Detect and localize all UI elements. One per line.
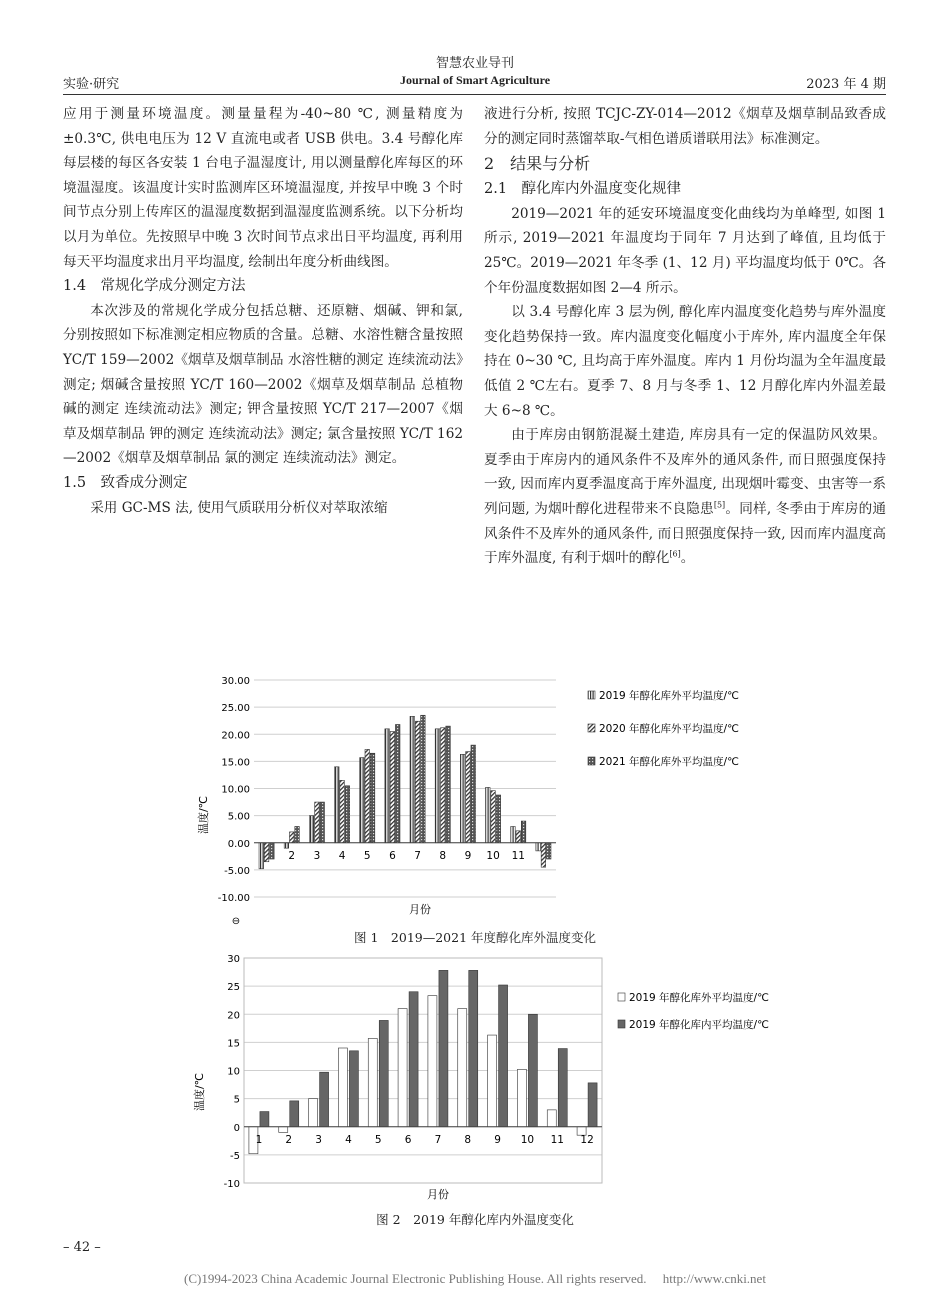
bar-2-7 [415, 721, 420, 843]
bar-3-1 [270, 843, 275, 859]
x-tick-label: 5 [363, 849, 371, 862]
bar-3-8 [446, 726, 451, 843]
paragraph-text: 由于库房由钢筋混凝土建造, 库房具有一定的保温防风效果。夏季由于库房内的通风条件不及库外的通风条件, 而日照强度保持一致, 因而库内夏季温度高于库外温度, 出现烟叶霉变、虫害等一系列问题, 为烟叶醇化进程带来不良隐患 [484, 427, 886, 517]
legend-entry: 2019 年醇化库外平均温度/℃ [599, 690, 739, 702]
y-tick-label: -5 [230, 1150, 240, 1162]
bar-2-5 [365, 749, 370, 842]
bar-2-5 [379, 1020, 388, 1126]
figure-2-bar-chart [190, 947, 790, 1205]
paragraph: 2019—2021 年的延安环境温度变化曲线均为单峰型, 如图 1 所示, 2019—2021 年温度均于同年 7 月达到了峰值, 且均低于 25℃。2019—2021 年冬季 (1、12 月) 平均温度均低于 0℃。各个年份温度数据如图 2—4 所示。 [484, 205, 886, 296]
bar-1-4 [338, 1048, 347, 1127]
y-tick-label: -5.00 [224, 865, 250, 877]
paragraph-text: 。同样, 冬季由于库房的通风条件不及库外的通风条件, 而日照强度保持一致, 因而库内温度高于库外温度, 有利于烟叶的醇化 [484, 500, 886, 567]
journal-title-en: Journal of Smart Agriculture [399, 73, 551, 87]
bar-1-10 [486, 787, 491, 842]
x-tick-label: 8 [439, 849, 447, 862]
x-tick-label: 6 [389, 849, 396, 862]
bar-2-2 [290, 1101, 299, 1127]
bar-1-11 [511, 826, 516, 842]
x-tick-label: 3 [315, 1133, 322, 1146]
bar-1-7 [428, 996, 437, 1127]
legend-swatch [618, 993, 625, 1001]
bar-1-7 [410, 716, 415, 842]
header-rule [63, 94, 886, 95]
y-tick-label: 20 [227, 1010, 240, 1022]
legend-swatch [588, 724, 595, 732]
paragraph: 应用于测量环境温度。测量量程为-40~80 ℃, 测量精度为±0.3℃, 供电电压为 12 V 直流电或者 USB 供电。3.4 号醇化库每层楼的每区各安装 1 台电子温湿度计, 用以测量醇化库每区的环境温湿度。该温度计实时监测库区环境温湿度, 并按早中晚 3 个时间节点分别上传库区的温湿度数据到温湿度监测系统。以下分析均以月为单位。先按照早中晚 3 次时间节点求出日平均温度, 再利用每天平均温度求出月平均温度, 绘制出年度分析曲线图。 [63, 106, 463, 270]
x-tick-label: 10 [520, 1133, 535, 1146]
bar-2-1 [264, 843, 269, 862]
legend-entry: 2020 年醇化库外平均温度/℃ [599, 723, 739, 735]
paragraph-text: 。 [680, 550, 695, 567]
y-tick-label: 10.00 [221, 784, 250, 796]
figure-1-bar-chart [190, 668, 790, 930]
section-heading-1-4: 1.4 常规化学成分测定方法 [63, 278, 246, 295]
x-tick-label: 12 [580, 1133, 594, 1146]
bar-3-3 [320, 802, 325, 843]
bar-2-1 [260, 1112, 269, 1127]
left-column [63, 102, 463, 520]
x-axis-title: 月份 [427, 1188, 449, 1201]
bar-1-8 [458, 1009, 467, 1127]
figure-2-caption: 图 2 2019 年醇化库内外温度变化 [376, 1212, 574, 1227]
bar-2-11 [558, 1049, 567, 1127]
y-tick-label: -10 [223, 1179, 240, 1190]
bar-2-10 [491, 791, 496, 843]
bar-2-9 [499, 985, 508, 1127]
bar-1-8 [435, 729, 440, 843]
y-tick-label: -10.00 [217, 893, 250, 904]
bar-2-2 [290, 832, 295, 843]
copyright-footer: (C)1994-2023 China Academic Journal Electronic Publishing House. All rights reserved. http://www.cnki.net [184, 1271, 766, 1286]
bar-2-3 [315, 802, 320, 843]
bar-2-8 [469, 970, 478, 1126]
bar-3-12 [546, 843, 551, 859]
legend-swatch [588, 691, 595, 699]
bar-3-6 [395, 724, 400, 842]
legend-swatch [618, 1020, 625, 1028]
stray-mark: ⊖ [231, 916, 241, 927]
bar-3-2 [295, 826, 300, 842]
bar-1-6 [385, 729, 390, 843]
x-tick-label: 5 [374, 1133, 382, 1146]
journal-title-cn: 智慧农业导刊 [435, 56, 514, 71]
bar-2-10 [528, 1014, 537, 1127]
bar-1-1 [259, 843, 264, 869]
legend-entry: 2021 年醇化库外平均温度/℃ [599, 756, 739, 768]
y-tick-label: 5.00 [227, 811, 250, 823]
y-tick-label: 15 [227, 1038, 240, 1050]
y-axis-title: 温度/℃ [193, 1072, 206, 1112]
x-tick-label: 2 [288, 849, 296, 862]
bar-3-11 [521, 821, 526, 843]
y-tick-label: 0.00 [227, 838, 250, 850]
paragraph [484, 423, 886, 571]
bar-3-5 [370, 753, 375, 843]
bar-1-2 [279, 1127, 288, 1133]
y-tick-label: 30 [227, 954, 240, 965]
bar-2-12 [588, 1083, 597, 1127]
bar-1-9 [460, 754, 465, 842]
x-tick-label: 7 [414, 849, 421, 862]
x-axis-title: 月份 [409, 903, 431, 916]
bar-1-9 [488, 1035, 497, 1127]
y-tick-label: 15.00 [221, 757, 250, 769]
y-axis-title: 温度/℃ [197, 795, 210, 835]
x-tick-label: 1 [255, 1133, 263, 1146]
bar-1-2 [284, 843, 289, 848]
x-tick-label: 6 [404, 1133, 412, 1146]
legend-swatch [588, 757, 595, 765]
paragraph: 以 3.4 号醇化库 3 层为例, 醇化库内温度变化趋势与库外温度变化趋势保持一致。库内温度变化幅度小于库外, 库内温度全年保持在 0~30 ℃, 且均高于库外温度。库内 1 月份均温为全年温度最低值 2 ℃左右。夏季 7、8 月与冬季 1、12 月醇化库内外温差最大 6~8 ℃。 [484, 304, 886, 419]
legend-entry: 2019 年醇化库内平均温度/℃ [629, 1019, 769, 1031]
bar-1-6 [398, 1009, 407, 1127]
x-tick-label: 10 [486, 849, 500, 862]
paragraph: 液进行分析, 按照 TCJC-ZY-014—2012《烟草及烟草制品致香成分的测定同时蒸馏萃取-气相色谱质谱联用法》标准测定。 [484, 106, 886, 147]
bar-2-6 [390, 732, 395, 843]
y-tick-label: 25 [227, 982, 240, 994]
bar-2-9 [466, 752, 471, 843]
y-tick-label: 10 [227, 1066, 240, 1078]
bar-2-8 [441, 728, 446, 843]
citation-5[interactable]: [5] [713, 500, 726, 510]
bar-1-4 [335, 767, 340, 843]
right-column [484, 102, 886, 571]
bar-2-11 [516, 831, 521, 843]
bar-1-3 [309, 816, 314, 843]
section-heading-2-1: 2.1 醇化库内外温度变化规律 [484, 181, 682, 198]
y-tick-label: 30.00 [221, 676, 250, 687]
y-tick-label: 5 [233, 1094, 240, 1106]
bar-1-12 [536, 843, 541, 851]
bar-1-10 [517, 1069, 526, 1126]
x-tick-label: 8 [464, 1133, 472, 1146]
figure-1-caption: 图 1 2019—2021 年度醇化库外温度变化 [353, 930, 597, 945]
bar-2-7 [439, 970, 448, 1126]
bar-1-5 [368, 1038, 377, 1126]
bar-3-9 [471, 745, 476, 843]
section-heading-2: 2 结果与分析 [484, 154, 591, 174]
bar-3-7 [421, 715, 426, 842]
section-heading-1-5: 1.5 致香成分测定 [63, 474, 188, 491]
bar-2-4 [349, 1051, 358, 1127]
paragraph: 本次涉及的常规化学成分包括总糖、还原糖、烟碱、钾和氯, 分别按照如下标准测定相应物质的含量。总糖、水溶性糖含量按照 YC/T 159—2002《烟草及烟草制品 水溶性糖的测定 连续流动法》测定; 烟碱含量按照 YC/T 160—2002《烟草及烟草制品 总植物碱的测定 连续流动法》测定; 钾含量按照 YC/T 217—2007《烟草及烟草制品 钾的测定 连续流动法》测定; 氯含量按照 YC/T 162—2002《烟草及烟草制品 氯的测定 连续流动法》测定。 [63, 302, 463, 467]
x-tick-label: 9 [464, 849, 472, 862]
x-tick-label: 11 [511, 849, 525, 862]
citation-6[interactable]: [6] [669, 549, 681, 559]
x-tick-label: 2 [285, 1133, 293, 1146]
legend-entry: 2019 年醇化库外平均温度/℃ [629, 992, 769, 1004]
x-tick-label: 4 [345, 1133, 352, 1146]
bar-2-12 [541, 843, 546, 867]
page-number: – 42 – [63, 1240, 101, 1255]
x-tick-label: 4 [338, 849, 346, 862]
y-tick-label: 0 [233, 1122, 240, 1134]
paragraph: 采用 GC-MS 法, 使用气质联用分析仪对萃取浓缩 [90, 499, 388, 516]
bar-3-10 [496, 795, 501, 843]
x-tick-label: 3 [313, 849, 321, 862]
x-tick-label: 9 [494, 1133, 501, 1146]
bar-1-3 [309, 1099, 318, 1127]
y-tick-label: 20.00 [221, 730, 250, 742]
bar-2-3 [320, 1072, 329, 1127]
bar-2-6 [409, 992, 418, 1127]
bar-1-11 [547, 1110, 556, 1127]
y-tick-label: 25.00 [221, 703, 250, 715]
bar-3-4 [345, 786, 350, 843]
issue-label: 2023 年 4 期 [806, 77, 886, 92]
bar-2-4 [340, 780, 345, 842]
x-tick-label: 7 [434, 1133, 442, 1146]
x-tick-label: 11 [550, 1133, 564, 1146]
bar-1-5 [360, 758, 365, 843]
section-label: 实验·研究 [63, 77, 120, 92]
